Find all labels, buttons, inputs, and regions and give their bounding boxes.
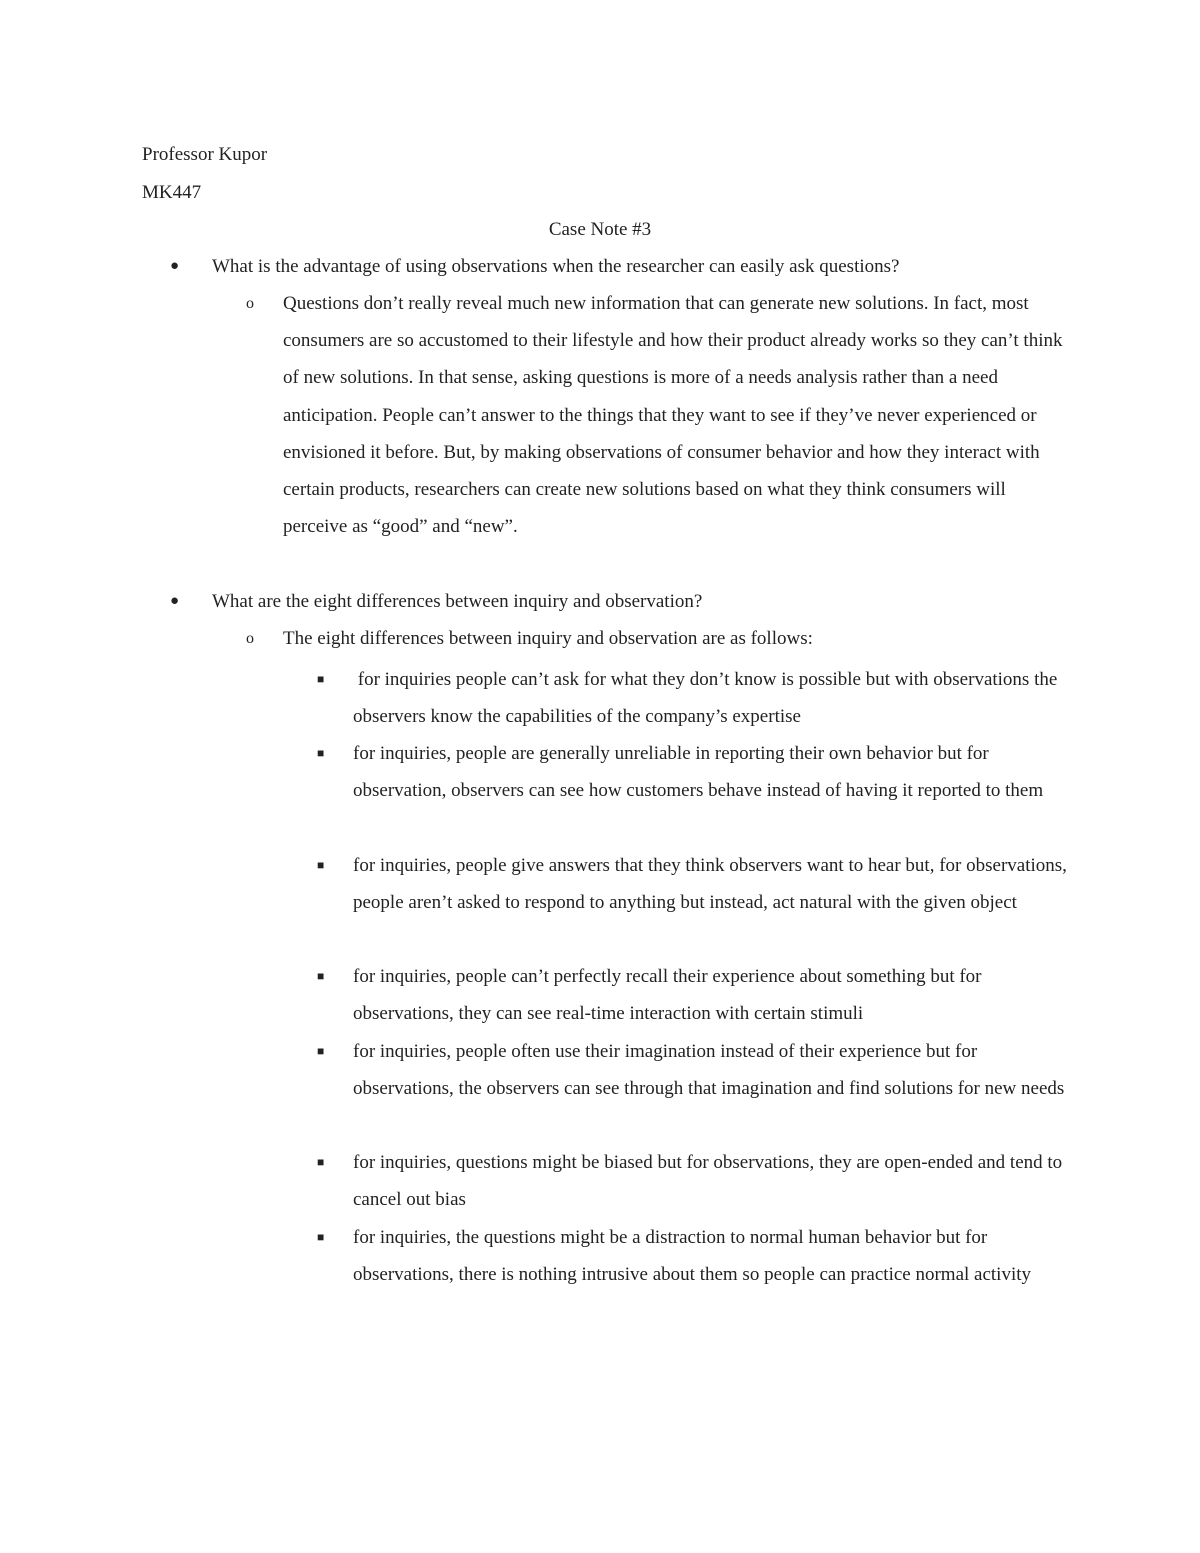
bullet-marker: ● (170, 593, 180, 609)
difference-item: for inquiries, questions might be biased but for observations, they are open-ended and tend to cancel out bias (353, 1152, 1063, 1211)
difference-item: for inquiries people can’t ask for what they don’t know is possible but with observations the observers know the capabilities of the company’s expertise (353, 669, 1063, 728)
square-bullet-marker: ■ (317, 858, 325, 872)
question-2: What are the eight differences between inquiry and observation? (212, 591, 703, 612)
difference-item: for inquiries, the questions might be a distraction to normal human behavior but for observations, there is nothing intrusive about them so people can practice normal activity (353, 1227, 1032, 1286)
answer-1: Questions don’t really reveal much new information that can generate new solutions. In fact, most consumers are so accustomed to their lifestyle and how their product already works so they can’t think of new solutions. In that sense, asking questions is more of a needs analysis rather than a need anticipation. People can’t answer to the things that they want to see if they’ve never experienced or envisioned it before. But, by making observations of consumer behavior and how they interact with certain products, researchers can create new solutions based on what they think consumers will perceive as “good” and “new”. (283, 293, 1063, 538)
professor-name: Professor Kupor (142, 144, 268, 165)
square-bullet-marker: ■ (317, 1155, 325, 1169)
course-code: MK447 (142, 182, 202, 203)
bullet-marker: ● (170, 258, 180, 274)
square-bullet-marker: ■ (317, 672, 325, 686)
difference-item: for inquiries, people give answers that they think observers want to hear but, for observations, people aren’t asked to respond to anything but instead, act natural with the given object (353, 855, 1067, 914)
square-bullet-marker: ■ (317, 1044, 325, 1058)
difference-item: for inquiries, people often use their imagination instead of their experience but for observations, the observers can see through that imagination and find solutions for new needs (353, 1041, 1065, 1100)
question-1: What is the advantage of using observations when the researcher can easily ask questions? (212, 256, 900, 277)
answer-2-intro: The eight differences between inquiry and observation are as follows: (283, 628, 813, 649)
difference-item: for inquiries, people are generally unreliable in reporting their own behavior but for observation, observers can see how customers behave instead of having it reported to them (353, 743, 1044, 802)
sub-bullet-marker: o (246, 630, 254, 647)
document-title: Case Note #3 (548, 219, 652, 240)
square-bullet-marker: ■ (317, 1230, 325, 1244)
square-bullet-marker: ■ (317, 746, 325, 760)
square-bullet-marker: ■ (317, 969, 325, 983)
difference-item: for inquiries, people can’t perfectly recall their experience about something but for observations, they can see real-time interaction with certain stimuli (353, 966, 982, 1025)
sub-bullet-marker: o (246, 295, 254, 312)
